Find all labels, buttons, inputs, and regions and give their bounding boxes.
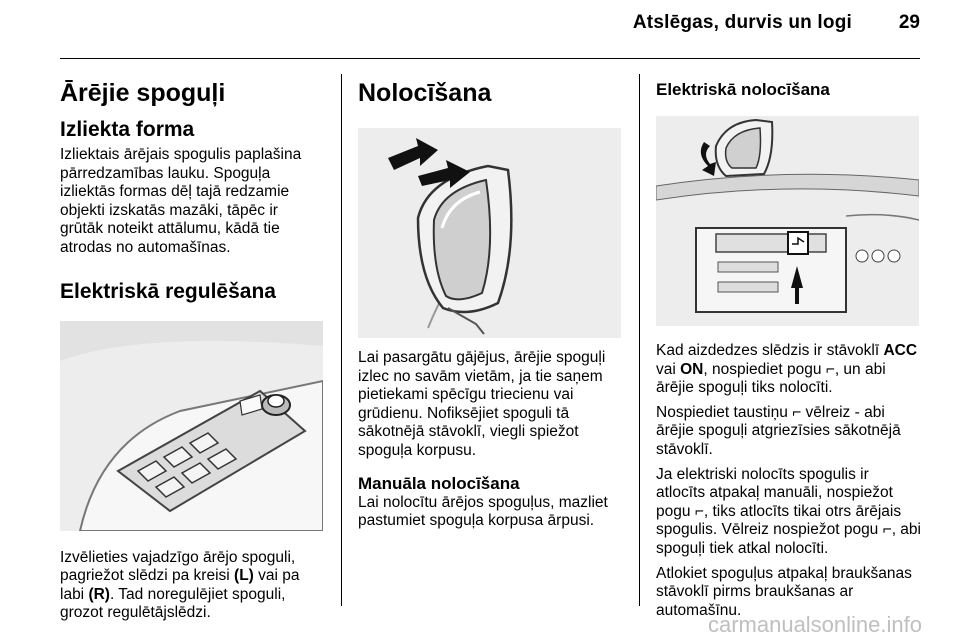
mirror-fold-icon: ⌐ [825,360,835,378]
folding-text: Lai pasargātu gājējus, ārējie spoguļi izlec no savām vietām, ja tie saņem pietiekami spēcīgu triecienu vai grūdienu. Nofiksējiet spoguli tā sākotnējā stāvoklī, viegli spiežot spoguļa korpusu. [358,349,606,459]
text-fragment: Kad aizdedzes slēdzis ir stāvoklī [656,342,884,359]
subsection-title-electric-adjustment: Elektriskā regulēšana [60,279,276,303]
text-fragment: Nospiediet taustiņu [656,403,793,421]
subsection-title-convex-shape: Izliekta forma [60,118,195,141]
watermark: carmanualsonline.info [707,612,922,637]
section-title-exterior-mirrors: Ārējie spoguļi [60,79,226,107]
ignition-on-label: ON [680,360,704,378]
text-fragment: , tiks atlocīts tikai otrs ārējais spogulis. Vēlreiz nospiežot pogu [656,502,902,539]
column-1 [60,74,325,623]
figure-mirror-folding [358,128,621,338]
column-2 [358,74,623,531]
page-number: 29 [898,12,920,33]
electric-folding-text-1 [656,342,921,398]
text-fragment: vēlreiz - abi ārējie spoguļi atgriezīsies sākotnējā stāvoklī. [656,403,901,458]
text-fragment: vai pa labi [60,567,300,603]
text-fragment: , nospiediet pogu [703,360,826,378]
text-fragment: Ja elektriski nolocīts spogulis ir atlocīts atpakaļ manuāli, nospiežot pogu [656,465,893,520]
figure-electric-folding-button [656,116,919,326]
subsection-title-electric-folding: Elektriskā nolocīšana [656,80,830,99]
electric-folding-text-3 [656,466,921,559]
text-fragment: Izvēlieties vajadzīgo ārējo spoguli, pagriežot slēdzi pa kreisi [60,548,296,585]
figure-door-switch-panel [60,321,323,531]
left-switch-label: (L) [234,567,254,585]
subsection-title-manual-folding: Manuāla nolocīšana [358,473,520,493]
column-3 [656,74,921,620]
page-header-title: Atslēgas, durvis un logi [632,12,852,33]
text-fragment: , abi spoguļi tiek atkal nolocīti. [656,521,921,557]
electric-folding-text-4: Atlokiet spoguļus atpakaļ braukšanas stāvoklī pirms braukšanas ar automašīnu. [656,564,912,619]
text-fragment: , un abi ārējie spoguļi tiks nolocīti. [656,360,886,397]
mirror-fold-icon: ⌐ [694,502,704,520]
ignition-acc-label: ACC [883,342,918,359]
column-divider-2 [639,74,640,606]
manual-folding-text: Lai nolocītu ārējos spoguļus, mazliet pastumiet spoguļa korpusa ārpusi. [358,493,608,530]
header-rule [60,58,920,59]
electric-adjustment-text [60,549,325,623]
column-divider-1 [341,74,342,606]
mirror-fold-icon: ⌐ [882,521,892,539]
convex-shape-text: Izliektais ārējais spogulis paplašina pārredzamības lauku. Spoguļa izliektās formas dēļ tajā redzamie objekti izskatās mazāki, tāpēc ir grūtāk noteikt attālumu, kādā tie atrodas no automašīnas. [60,146,302,256]
right-switch-label: (R) [88,585,110,603]
text-fragment: vai [656,360,681,378]
electric-folding-text-2 [656,404,921,460]
text-fragment: . Tad noregulējiet spoguli, grozot regulētājslēdzi. [60,585,286,622]
mirror-fold-icon: ⌐ [792,403,802,421]
section-title-folding: Nolocīšana [358,79,492,107]
